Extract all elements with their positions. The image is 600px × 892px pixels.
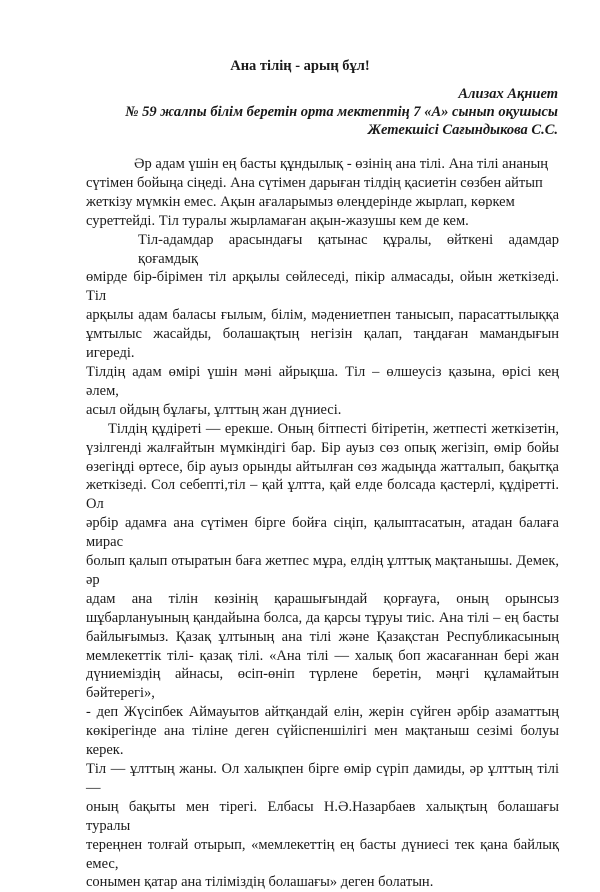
paragraph-2 — [86, 231, 559, 420]
text-line: үзілгенді жалғайтын мүмкіндігі бар. Бір ауыз сөз опық жегізіп, өмір бойы — [86, 439, 559, 456]
text-line: дүниеміздің айнасы, өсіп-өніп түрлене беретін, мәңгі құламайтын бәйтерегі», — [86, 666, 559, 702]
text-line: жеткізеді. Сол себепті,тіл – қай ұлтта, қай елде болсада қастерлі, құдіретті. Ол — [86, 477, 559, 513]
text-line: сонымен қатар ана тіліміздің болашағы» деген болатын. — [86, 874, 434, 891]
text-line: тереңнен толғай отырып, «мемлекеттің ең басты дүниесі тек қана байлық емес, — [86, 836, 559, 872]
document-title: Ана тілің - арың бұл! — [230, 58, 370, 74]
paragraph-3 — [86, 420, 559, 892]
text-line: адам ана тілін көзінің қарашығындай қорғауға, оның орынсыз — [86, 590, 559, 607]
document-body — [86, 155, 559, 892]
text-line: асыл ойдың бұлағы, ұлттың жан дүниесі. — [86, 401, 342, 418]
text-line: Тілдің адам өмірі үшін мәні айрықша. Тіл – өлшеусіз қазына, өрісі кең әлем, — [86, 363, 559, 399]
text-line: суреттейді. Тіл туралы жырламаған ақын-жазушы кем де кем. — [86, 212, 469, 229]
text-line: Тіл — ұлттың жаны. Ол халықпен бірге өмір сүріп дамиды, әр ұлттың тілі — — [86, 761, 559, 796]
author-name: Ализах Ақниет — [458, 86, 558, 102]
author-supervisor: Жетекшісі Сағындыкова С.С. — [367, 122, 558, 138]
text-line: әрбір адамға ана сүтімен бірге бойға сіңіп, қалыптасатын, атадан балаға мирас — [86, 515, 559, 551]
text-line: байлығымыз. Қазақ ұлтының ана тілі және Қазақстан Республикасының — [86, 628, 559, 645]
text-line: жеткізу мүмкін емес. Ақын ағаларымыз өлеңдерінде жырлап, көркем — [86, 193, 515, 210]
text-line: Тілдің құдіреті — ерекше. Оның бітпесті бітіретін, жетпесті жеткізетін, — [108, 420, 559, 437]
author-school: № 59 жалпы білім беретін орта мектептің 7 «А» сынып оқушысы — [125, 104, 558, 120]
paragraph-1 — [86, 155, 559, 231]
text-line: өмірде бір-бірімен тіл арқылы сөйлеседі, пікір алмасады, ойын жеткізеді. Тіл — [86, 269, 559, 305]
text-line: шұбарлануының қандайына болса, да қарсы тұруы тиіс. Ана тілі – ең басты — [86, 609, 559, 626]
author-block — [58, 85, 558, 139]
text-line: көкірегінде ана тіліне деген сүйіспеншілігі мен мақтаныш сезімі болуы керек. — [86, 723, 559, 759]
text-line: арқылы адам баласы ғылым, білім, мәдениетпен танысып, парасаттылыққа — [86, 307, 559, 324]
text-line: өзегіңді өртесе, бір ауыз орынды айтылған сөз жадыңда жатталып, бақытқа — [86, 458, 559, 475]
text-line: Тіл-адамдар арасындағы қатынас құралы, өйткені адамдар қоғамдық — [138, 231, 559, 267]
text-line: мемлекеттік тілі- қазақ тілі. «Ана тілі — халық боп жасағаннан бері жан — [86, 647, 559, 664]
text-line: болып қалып отыратын баға жетпес мұра, елдің ұлттық мақтанышы. Демек, әр — [86, 553, 559, 588]
text-line: - деп Жүсіпбек Аймауытов айтқандай елін, жерін сүйген әрбір азаматтың — [86, 704, 559, 721]
text-line: ұмтылыс жасайды, болашақтың негізін қалап, таңдаған мамандығын игереді. — [86, 326, 559, 362]
text-line: оның бақыты мен тірегі. Елбасы Н.Ә.Назарбаев халықтың болашағы туралы — [86, 798, 559, 834]
text-line: Әр адам үшін ең басты құндылық - өзінің ана тілі. Ана тілі ананың — [134, 156, 549, 172]
text-line: сүтімен бойыңа сіңеді. Ана сүтімен дарыған тілдің қасиетін сөзбен айтып — [86, 174, 543, 191]
